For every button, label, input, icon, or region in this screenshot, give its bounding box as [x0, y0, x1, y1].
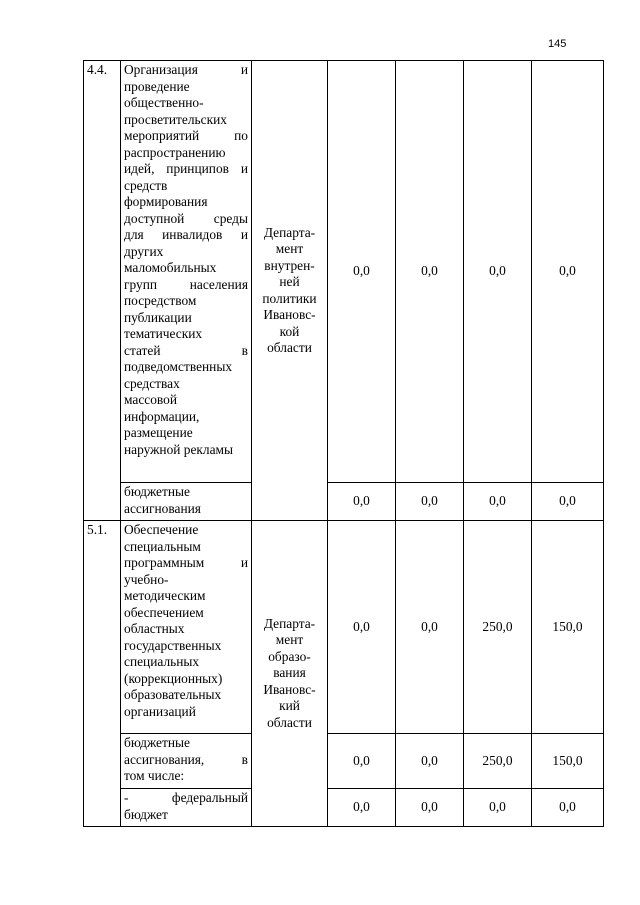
table-row: [84, 483, 604, 521]
description-line: бюджет: [124, 806, 168, 822]
value-cell: 0,0: [328, 521, 396, 734]
department-line: Ивановс-: [263, 307, 316, 322]
description-line: областных: [124, 621, 185, 636]
description-line: доступной среды: [124, 210, 248, 226]
table-row: [84, 521, 604, 734]
description-line: Обеспечение: [124, 522, 199, 537]
row-description: [121, 483, 252, 521]
description-line: ассигнования, в: [124, 751, 248, 767]
department-line: области: [267, 714, 312, 730]
description-line: идей, принципов и: [124, 161, 248, 176]
description-line: том числе:: [124, 768, 185, 783]
value-cell: 0,0: [464, 61, 532, 483]
value-cell: 0,0: [396, 789, 464, 827]
description-line: маломобильных: [124, 260, 217, 275]
department-line: Департа-: [263, 615, 316, 631]
department-line: ней: [279, 274, 300, 289]
table-row: [84, 734, 604, 789]
description-line: подведомственных: [124, 359, 233, 374]
description-line: (коррекционных): [124, 670, 223, 686]
row-description: [121, 734, 252, 789]
value-cell: 0,0: [464, 483, 532, 521]
value-cell: 150,0: [532, 521, 604, 734]
description-line: других: [124, 243, 164, 259]
value-cell: 0,0: [396, 61, 464, 483]
description-line: публикации: [124, 309, 192, 325]
department-cell: [252, 521, 328, 827]
description-line: средств: [124, 177, 168, 193]
budget-table: [83, 60, 604, 827]
value-cell: 0,0: [532, 789, 604, 827]
description-line: Организация и: [124, 62, 248, 77]
description-line: бюджетные: [124, 735, 190, 750]
row-number: 5.1.: [84, 521, 121, 827]
row-description: [121, 521, 252, 734]
department-line: политики: [262, 290, 317, 306]
row-description: [121, 61, 252, 483]
department-line: образо-: [268, 648, 311, 664]
department-line: мент: [275, 632, 304, 648]
description-line: - федеральный: [124, 790, 248, 805]
value-cell: 0,0: [464, 789, 532, 827]
description-line: специальным: [124, 538, 201, 554]
value-cell: 0,0: [532, 483, 604, 521]
description-line: обеспечением: [124, 604, 204, 620]
page-number: 145: [548, 38, 567, 50]
value-cell: 250,0: [464, 734, 532, 789]
department-line: Департа-: [263, 224, 316, 240]
description-line: мероприятий по: [124, 128, 248, 143]
description-line: тематических: [124, 326, 203, 341]
department-line: мент: [275, 241, 304, 256]
description-line: групп населения: [124, 276, 248, 292]
description-line: для инвалидов и: [124, 227, 248, 242]
description-line: посредством: [124, 293, 197, 308]
value-cell: 0,0: [396, 521, 464, 734]
description-line: общественно-: [124, 95, 204, 110]
description-line: информации,: [124, 408, 200, 424]
description-line: ассигнования: [124, 500, 201, 516]
value-cell: 0,0: [396, 734, 464, 789]
description-line: учебно-: [124, 571, 169, 587]
department-line: кой: [279, 323, 300, 339]
description-line: распространению: [124, 144, 226, 160]
description-line: бюджетные: [124, 484, 190, 499]
department-line: Ивановс-: [263, 681, 316, 697]
value-cell: 0,0: [328, 789, 396, 827]
department-cell: [252, 61, 328, 521]
description-line: средствах: [124, 375, 180, 391]
description-line: организаций: [124, 703, 196, 719]
value-cell: 250,0: [464, 521, 532, 734]
value-cell: 0,0: [532, 61, 604, 483]
value-cell: 150,0: [532, 734, 604, 789]
description-line: методическим: [124, 588, 206, 603]
department-line: вания: [273, 665, 306, 681]
value-cell: 0,0: [328, 734, 396, 789]
value-cell: 0,0: [396, 483, 464, 521]
description-line: государственных: [124, 637, 222, 653]
description-line: наружной рекламы: [124, 441, 234, 457]
description-line: размещение: [124, 425, 193, 440]
description-line: просветительских: [124, 111, 227, 127]
row-description: [121, 789, 252, 827]
department-line: области: [267, 340, 312, 355]
table-row: [84, 61, 604, 483]
description-line: массовой: [124, 392, 178, 407]
description-line: статей в: [124, 342, 248, 358]
value-cell: 0,0: [328, 483, 396, 521]
department-line: внутрен-: [264, 257, 315, 273]
table-row: [84, 789, 604, 827]
description-line: проведение: [124, 78, 190, 94]
description-line: программным и: [124, 555, 248, 570]
description-line: формирования: [124, 194, 208, 209]
row-number: 4.4.: [84, 61, 121, 521]
description-line: образовательных: [124, 687, 222, 702]
department-line: кий: [279, 698, 300, 714]
value-cell: 0,0: [328, 61, 396, 483]
description-line: специальных: [124, 654, 200, 669]
